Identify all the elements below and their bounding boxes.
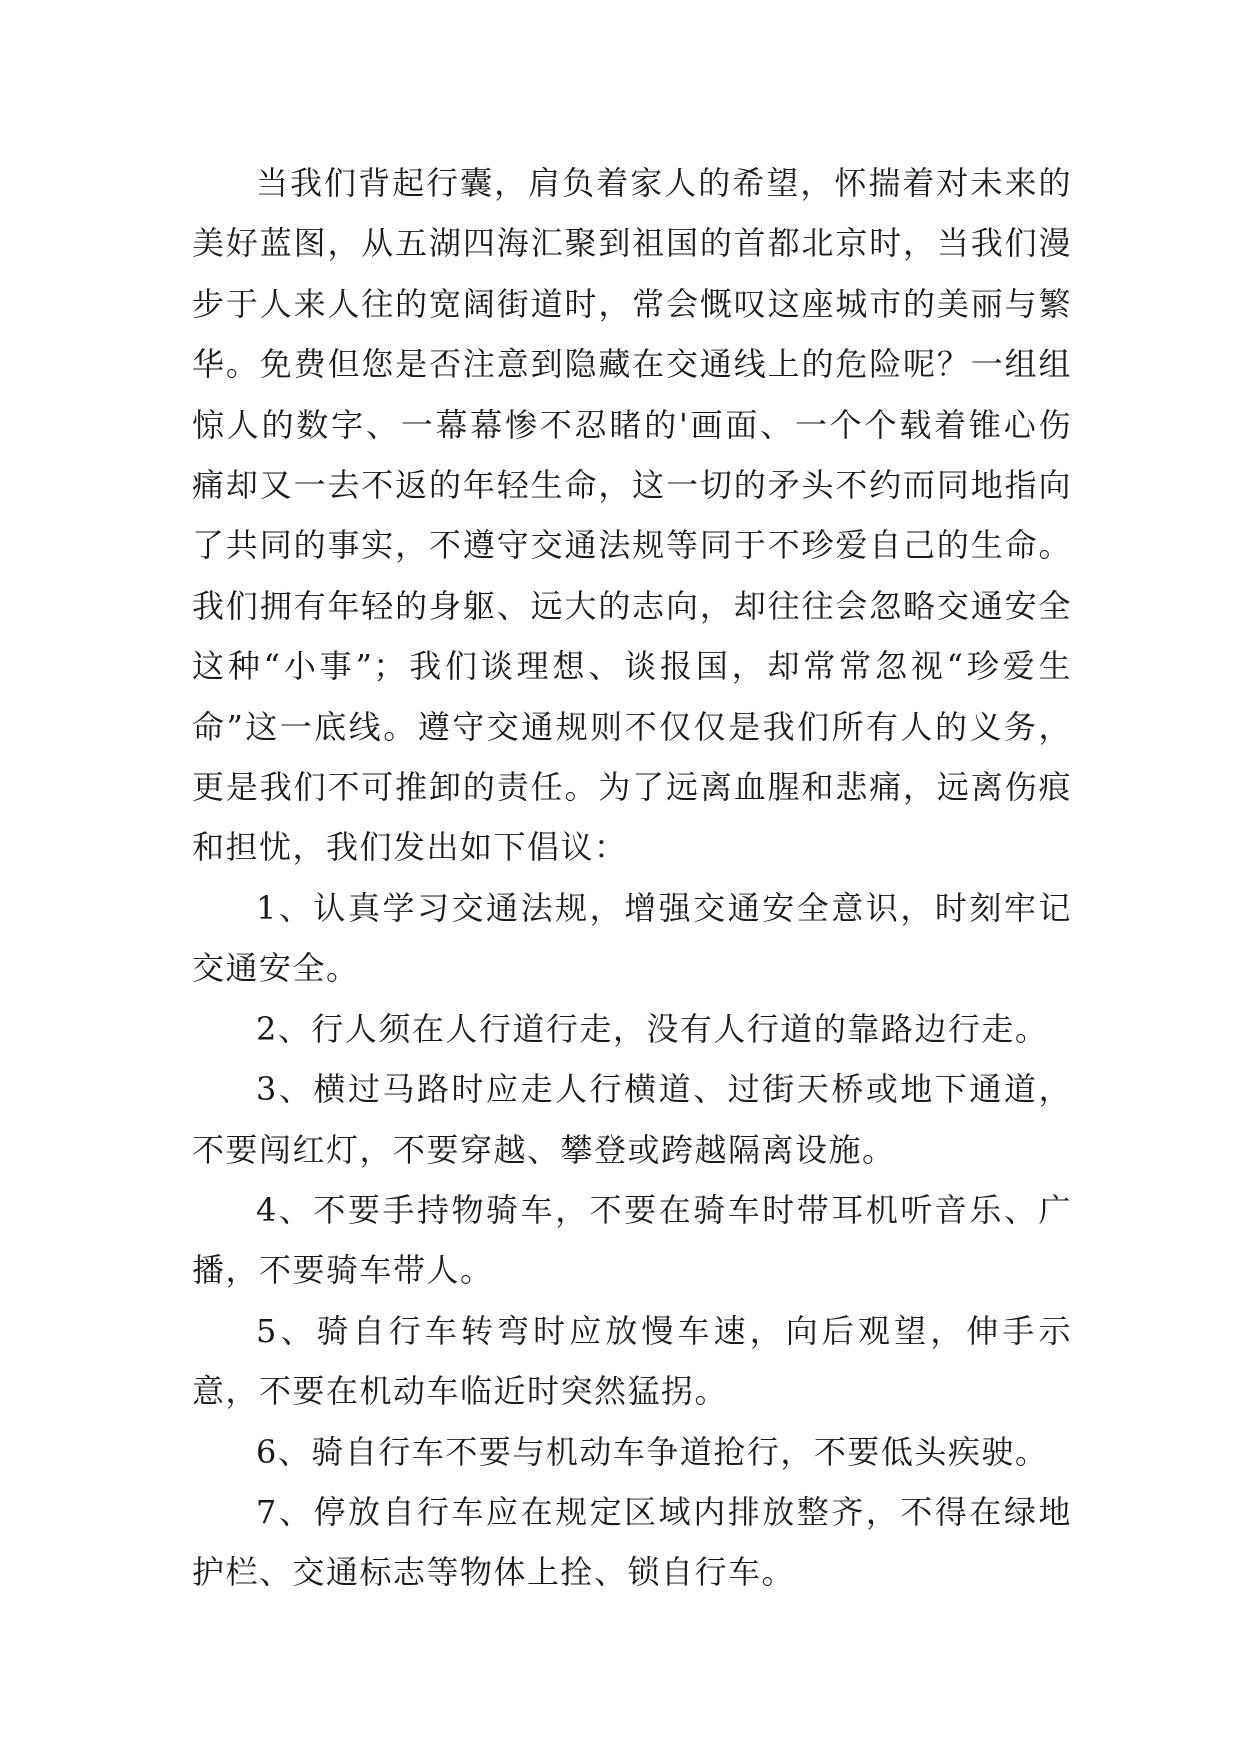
proposal-item-6: 6、骑自行车不要与机动车争道抢行，不要低头疾驶。 — [256, 1432, 1049, 1471]
proposal-item-3: 3、横过马路时应走人行横道、过街天桥或地下通道，不要闯红灯，不要穿越、攀登或跨越隔离设施。 — [192, 1070, 1072, 1169]
proposal-item-1: 1、认真学习交通法规，增强交通安全意识，时刻牢记交通安全。 — [192, 888, 1072, 988]
proposal-item-5: 5、骑自行车转弯时应放慢车速，向后观望，伸手示意，不要在机动车临近时突然猛拐。 — [192, 1311, 1072, 1411]
document-body — [192, 153, 1072, 1603]
intro-paragraph: 当我们背起行囊，肩负着家人的希望，怀揣着对未来的美好蓝图，从五湖四海汇聚到祖国的首都北京时，当我们漫步于人来人往的宽阔街道时，常会慨叹这座城市的美丽与繁华。免费但您是否注意到隐藏在交通线上的危险呢？一组组惊人的数字、一幕幕惨不忍睹的'画面、一个个载着锥心伤痛却又一去不返的年轻生命，这一切的矛头不约而同地指向了共同的事实，不遵守交通法规等同于不珍爱自己的生命。我们拥有年轻的身躯、远大的志向，却往往会忽略交通安全这种“小事”；我们谈理想、谈报国，却常常忽视“珍爱生命”这一底线。遵守交通规则不仅仅是我们所有人的义务，更是我们不可推卸的责任。为了远离血腥和悲痛，远离伤痕和担忧，我们发出如下倡议： — [192, 164, 1072, 867]
proposal-item-7: 7、停放自行车应在规定区域内排放整齐，不得在绿地护栏、交通标志等物体上拴、锁自行车。 — [192, 1492, 1072, 1592]
proposal-item-2: 2、行人须在人行道行走，没有人行道的靠路边行走。 — [256, 1009, 1049, 1048]
proposal-item-4: 4、不要手持物骑车，不要在骑车时带耳机听音乐、广播，不要骑车带人。 — [192, 1190, 1072, 1290]
